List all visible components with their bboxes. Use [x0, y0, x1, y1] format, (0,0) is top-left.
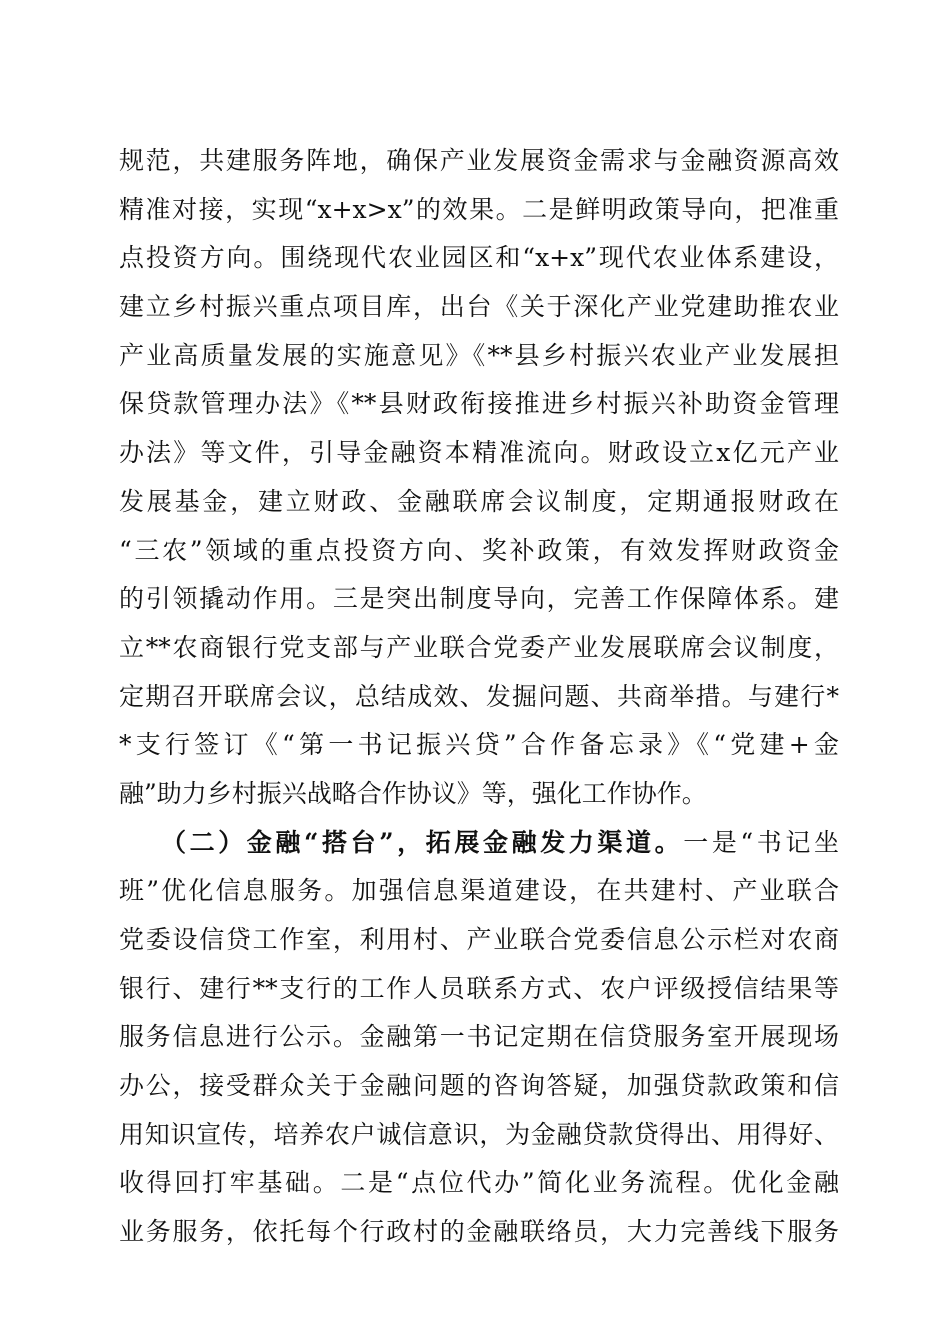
- text-line: 点投资方向。围绕现代农业园区和“x+x”现代农业体系建设，: [119, 243, 839, 273]
- text-line: 发展基金，建立财政、金融联席会议制度，定期通报财政在: [119, 486, 839, 516]
- text-line: “三农”领域的重点投资方向、奖补政策，有效发挥财政资金: [119, 535, 839, 565]
- section-heading: （二）金融“搭台”，拓展金融发力渠道。: [161, 827, 684, 857]
- text-line: 产业高质量发展的实施意见》《**县乡村振兴农业产业发展担: [119, 340, 839, 370]
- text-line: [119, 819, 839, 868]
- document-body: [119, 137, 839, 1257]
- text-line: 办法》等文件，引导金融资本精准流向。财政设立x亿元产业: [119, 438, 839, 468]
- text-line: 班”优化信息服务。加强信息渠道建设，在共建村、产业联合: [119, 876, 839, 906]
- text-line: *支行签订《“第一书记振兴贷”合作备忘录》《“党建+金: [119, 730, 839, 760]
- text-line: 服务信息进行公示。金融第一书记定期在信贷服务室开展现场: [119, 1022, 839, 1052]
- text-line: 银行、建行**支行的工作人员联系方式、农户评级授信结果等: [119, 973, 839, 1003]
- text-line: 建立乡村振兴重点项目库，出台《关于深化产业党建助推农业: [119, 292, 839, 322]
- text-line: 规范，共建服务阵地，确保产业发展资金需求与金融资源高效: [119, 146, 839, 175]
- text-line: 党委设信贷工作室，利用村、产业联合党委信息公示栏对农商: [119, 925, 839, 954]
- text-line: 立**农商银行党支部与产业联合党委产业发展联席会议制度，: [119, 632, 839, 662]
- text-line: 业务服务，依托每个行政村的金融联络员，大力完善线下服务: [119, 1217, 839, 1247]
- text-line: 收得回打牢基础。二是“点位代办”简化业务流程。优化金融: [119, 1168, 839, 1198]
- paragraph-finance-platform: [119, 819, 839, 1257]
- text-line: 保贷款管理办法》《**县财政衔接推进乡村振兴补助资金管理: [119, 389, 839, 419]
- paragraph-policy-guidance: [119, 137, 839, 819]
- text-line: 融”助力乡村振兴战略合作协议》等，强化工作协作。: [119, 778, 707, 808]
- text-line: 精准对接，实现“x+x>x”的效果。二是鲜明政策导向，把准重: [119, 194, 839, 224]
- heading-line-continuation: 一是“书记坐: [683, 827, 839, 857]
- text-line: 办公，接受群众关于金融问题的咨询答疑，加强贷款政策和信: [119, 1071, 839, 1101]
- text-line: 定期召开联席会议，总结成效、发掘问题、共商举措。与建行*: [119, 681, 839, 711]
- text-line: 的引领撬动作用。三是突出制度导向，完善工作保障体系。建: [119, 584, 839, 614]
- text-line: 用知识宣传，培养农户诚信意识，为金融贷款贷得出、用得好、: [119, 1119, 839, 1149]
